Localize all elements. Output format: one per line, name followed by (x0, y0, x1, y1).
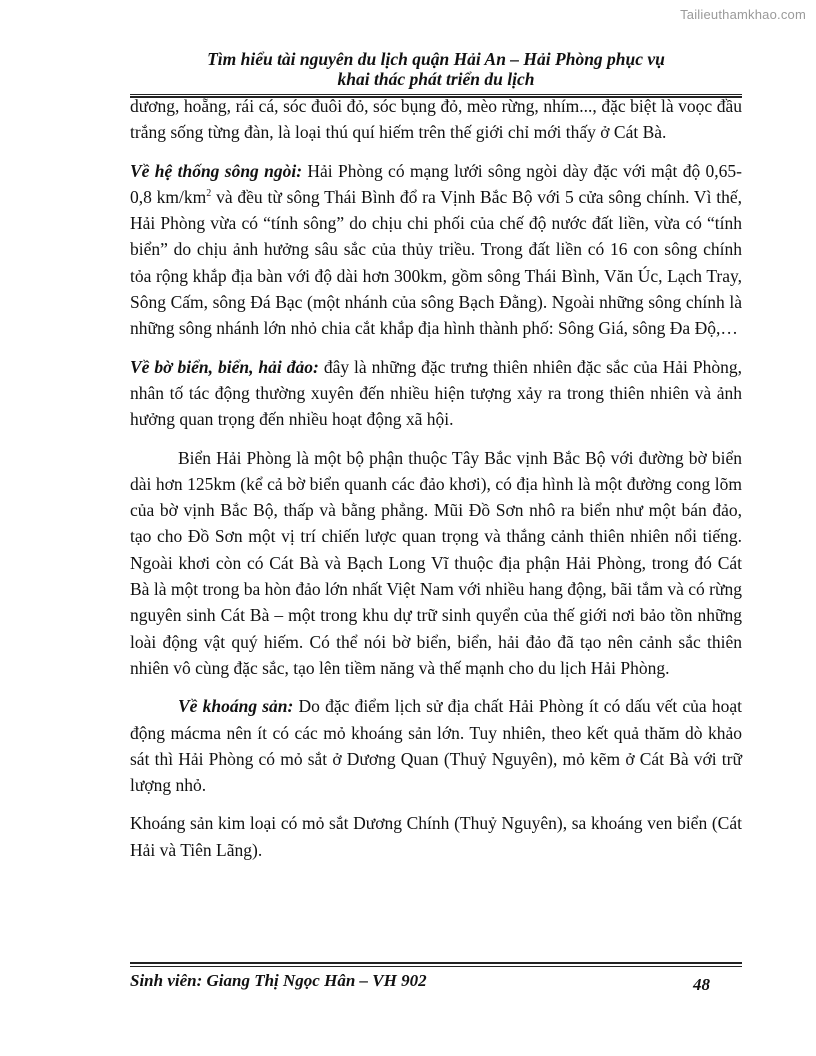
paragraph-sea: Biển Hải Phòng là một bộ phận thuộc Tây Bắc vịnh Bắc Bộ với đường bờ biển dài hơn 125km (kể cả bờ biển quanh các đảo khơi), có địa hình là một đường cong lõm của bờ vịnh Bắc Bộ, thấp và bằng phẳng. Mũi Đồ Sơn nhô ra biển như một bán đảo, tạo cho Đồ Sơn một vị trí chiến lược quan trọng và thắng cảnh thiên nhiên nổi tiếng. Ngoài khơi còn có Cát Bà và Bạch Long Vĩ thuộc địa phận Hải Phòng, trong đó Cát Bà là một trong ba hòn đảo lớn nhất Việt Nam với nhiều hang động, bãi tắm và có rừng nguyên sinh Cát Bà – một trong khu dự trữ sinh quyển của thế giới nơi bảo tồn những loài động vật quý hiếm. Có thể nói bờ biển, biển, hải đảo đã tạo nên cảnh sắc thiên nhiên vô cùng đặc sắc, tạo lên tiềm năng và thế mạnh cho du lịch Hải Phòng. (130, 447, 742, 678)
paragraph-rivers (130, 158, 742, 342)
paragraph-minerals (130, 693, 742, 798)
rivers-text-part-2: và đều từ sông Thái Bình đổ ra Vịnh Bắc Bộ với 5 cửa sông chính. Vì thế, Hải Phòng vừa có “tính sông” do chịu chi phối của chế độ nước đất liền, vừa có “tính biển” do chịu ảnh hưởng sâu sắc của thủy triều. Trong đất liền có 16 con sông chính tỏa rộng khắp địa bàn với độ dài hơn 300km, gồm sông Thái Bình, Văn Úc, Lạch Tray, Sông Cấm, sông Đá Bạc (một nhánh của sông Bạch Đằng). Ngoài những sông chính là những sông nhánh lớn nhỏ chia cắt khắp địa hình thành phố: Sông Giá, sông Đa Độ,… (130, 186, 742, 339)
page-header (130, 49, 742, 89)
document-body (130, 93, 742, 863)
minerals-heading: Về khoáng sản: (178, 696, 294, 717)
superscript-two: 2 (206, 188, 212, 200)
rivers-heading: Về hệ thống sông ngòi: (130, 160, 303, 181)
page-number: 48 (693, 975, 710, 994)
coast-heading: Về bờ biển, biển, hải đảo: (130, 356, 319, 377)
footer-divider-thick (130, 962, 742, 964)
footer-student-name: Sinh viên: Giang Thị Ngọc Hân – VH 902 (130, 971, 427, 990)
watermark-text: Tailieuthamkhao.com (680, 7, 806, 22)
coast-text: đây là những đặc trưng thiên nhiên đặc sắc của Hải Phòng, nhân tố tác động thường xuyên đến nhiều hiện tượng xảy ra trong thiên nhiên và ảnh hưởng quan trọng đến nhiều hoạt động xã hội. (130, 356, 742, 430)
footer-divider-thin (130, 966, 742, 967)
rivers-text-part-1: Hải Phòng có mạng lưới sông ngòi dày đặc với mật độ 0,65- 0,8 km/km (130, 160, 742, 207)
minerals-text: Do đặc điểm lịch sử địa chất Hải Phòng ít có dấu vết của hoạt động mácma nên ít có các mỏ khoáng sản lớn. Tuy nhiên, theo kết quả thăm dò khảo sát thì Hải Phòng có mỏ sắt ở Dương Quan (Thuỷ Nguyên), mỏ kẽm ở Cát Bà với trữ lượng nhỏ. (130, 696, 742, 796)
paragraph-fauna-continued: dương, hoẵng, rái cá, sóc đuôi đỏ, sóc bụng đỏ, mèo rừng, nhím..., đặc biệt là voọc đầu trắng sống từng đàn, là loại thú quí hiếm trên thế giới chỉ mới thấy ở Cát Bà. (130, 96, 742, 143)
paragraph-coast (130, 354, 742, 433)
header-title-line-1: Tìm hiểu tài nguyên du lịch quận Hải An – Hải Phòng phục vụ (207, 49, 665, 69)
header-title-line-2: khai thác phát triển du lịch (337, 69, 535, 89)
paragraph-metal-minerals: Khoáng sản kim loại có mỏ sắt Dương Chính (Thuỷ Nguyên), sa khoáng ven biển (Cát Hải và Tiên Lãng). (130, 813, 742, 860)
